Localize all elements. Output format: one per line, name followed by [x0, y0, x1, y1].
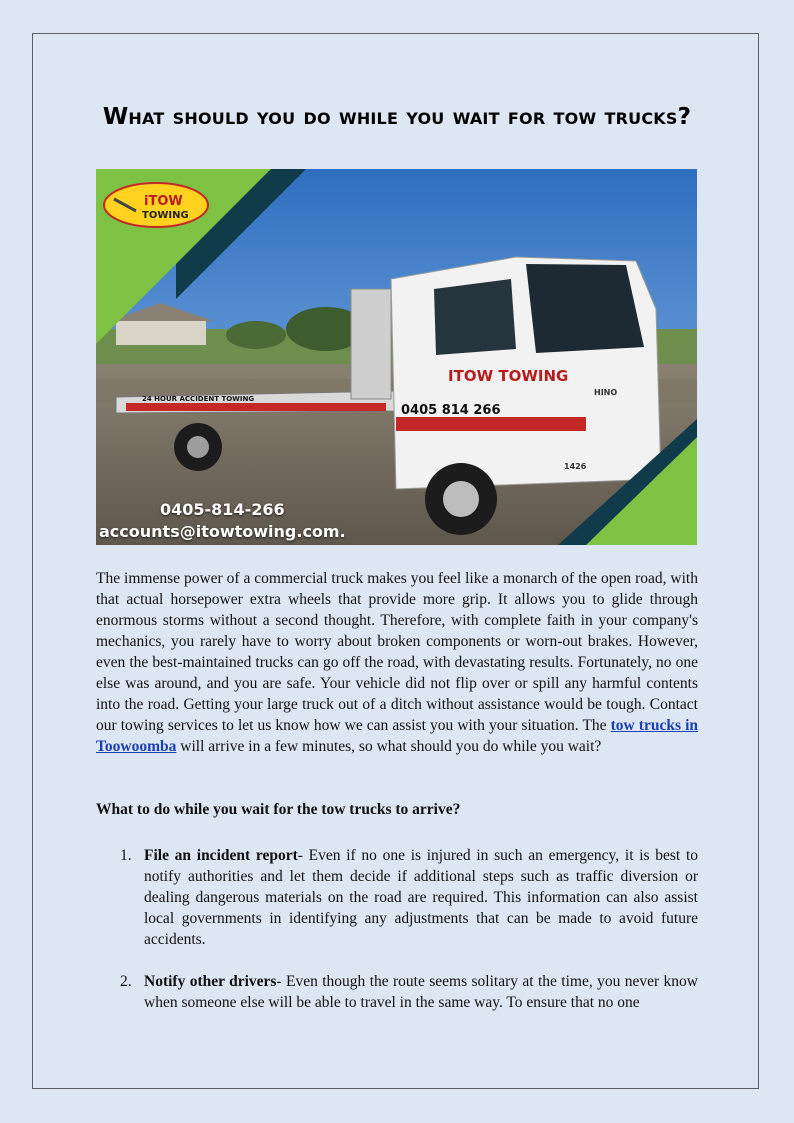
truck-bed-decal: 24 HOUR ACCIDENT TOWING — [142, 395, 255, 403]
list-number: 2. — [120, 973, 132, 990]
hero-email: accounts@itowtowing.com. — [99, 522, 346, 541]
section-subheading: What to do while you wait for the tow trucks to arrive? — [96, 801, 461, 818]
list-item — [96, 845, 698, 950]
tow-truck-illustration — [96, 169, 697, 545]
logo-line1: iTOW — [144, 194, 183, 209]
list-item-text: - Even though the route seems solitary at the time, you never know when someone else will be able to travel in the same way. To ensure that no one — [144, 973, 698, 1011]
hero-image — [96, 169, 697, 545]
tow-trucks-link[interactable]: tow trucks in Toowoomba — [96, 717, 698, 755]
list-number: 1. — [120, 847, 132, 864]
truck-cab-decal: ITOW TOWING — [448, 367, 569, 385]
truck-brand: HINO — [594, 388, 618, 397]
intro-paragraph — [96, 568, 698, 757]
page-title: What should you do while you wait for tow trucks? — [102, 104, 692, 130]
truck-phone-decal: 0405 814 266 — [401, 403, 501, 418]
intro-text-before: The immense power of a commercial truck makes you feel like a monarch of the open road, with that actual horsepower extra wheels that provide more grip. It allows you to glide through enormous storms without a second thought. Therefore, with complete faith in your company's mechanics, you rarely have to worry about broken components or worn-out brakes. However, even the best-maintained trucks can go off the road, with devastating results. Fortunately, no one else was around, and you are safe. Your vehicle did not flip over or spill any harmful contents into the road. Getting your large truck out of a ditch without assistance would be tough. Contact our towing services to let us know how we can assist you with your situation. The — [96, 570, 698, 734]
list-item-title: Notify other drivers — [144, 973, 277, 990]
list-item — [96, 971, 698, 1013]
logo-line2: TOWING — [142, 210, 189, 221]
list-item-text: - Even if no one is injured in such an emergency, it is best to notify authorities and let them decide if additional steps such as traffic diversion or dealing dangerous materials on the road are required. This information can also assist local governments in identifying any adjustments that can be made to avoid future accidents. — [144, 847, 698, 948]
list-item-title: File an incident report — [144, 847, 298, 864]
intro-text-after: will arrive in a few minutes, so what should you do while you wait? — [176, 738, 602, 755]
hero-phone: 0405-814-266 — [160, 500, 285, 519]
truck-unit-number: 1426 — [564, 462, 587, 471]
